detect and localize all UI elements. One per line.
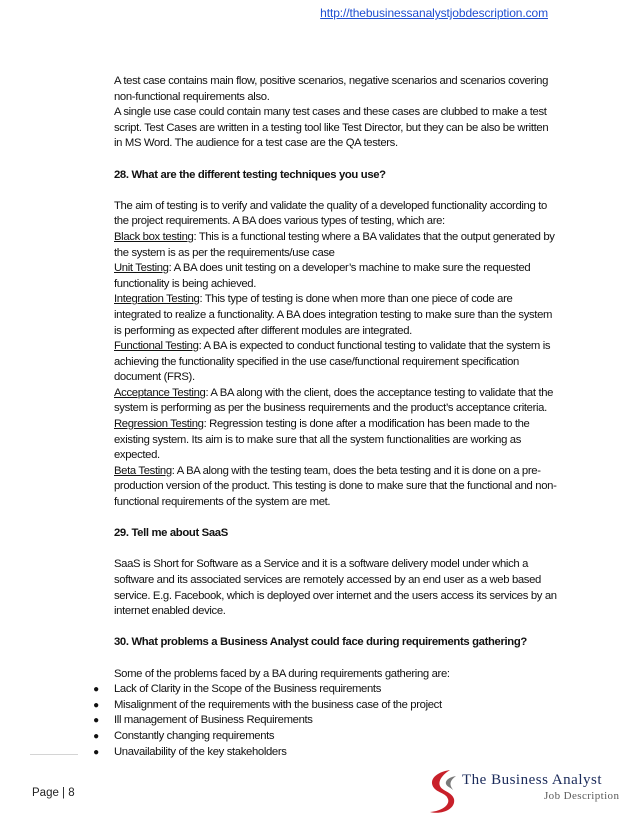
- bullet-icon: ●: [93, 699, 99, 711]
- question-28-heading: 28. What are the different testing techniques you use?: [114, 168, 386, 181]
- list-item: [93, 682, 562, 698]
- paragraph-line: functional requirements of the system are met.: [114, 496, 331, 509]
- integration-testing-item: [114, 292, 562, 308]
- logo-swoosh-icon: [420, 766, 464, 816]
- question-30-heading: 30. What problems a Business Analyst could face during requirements gathering?: [114, 636, 527, 649]
- intro-line: non-functional requirements also.: [114, 90, 270, 103]
- document-body: [93, 74, 562, 760]
- list-item: [93, 745, 562, 761]
- item-text: : A BA along with the client, does the acceptance testing to validate that the: [205, 386, 554, 399]
- unit-testing-title: Unit Testing: [114, 262, 169, 275]
- beta-testing-title: Beta Testing: [114, 464, 172, 477]
- question-29-heading: 29. Tell me about SaaS: [114, 527, 228, 540]
- list-item: [93, 713, 562, 729]
- paragraph-line: is performing as expected after different modules are integrated.: [114, 324, 412, 337]
- intro-line: A single use case could contain many test cases and these cases are clubbed to make a test: [114, 106, 547, 119]
- page-number: Page | 8: [32, 787, 75, 799]
- intro-line: script. Test Cases are written in a testing tool like Test Director, but they can be also be written: [114, 121, 549, 134]
- paragraph-line: SaaS is Short for Software as a Service and it is a software delivery model under which a: [114, 558, 529, 571]
- list-item-text: Ill management of Business Requirements: [114, 714, 313, 727]
- regression-testing-item: [114, 417, 562, 433]
- brand-logo: [420, 766, 630, 816]
- paragraph-line: the project requirements. A BA does various types of testing, which are:: [114, 215, 445, 228]
- problems-list: [93, 682, 562, 760]
- list-item-text: Constantly changing requirements: [114, 729, 275, 742]
- paragraph-line: document (FRS).: [114, 371, 195, 384]
- bullet-icon: ●: [93, 746, 99, 758]
- black-box-testing-title: Black box testing: [114, 230, 194, 243]
- item-text: : A BA is expected to conduct functional testing to validate that the system is: [198, 340, 551, 353]
- integration-testing-title: Integration Testing: [114, 293, 200, 306]
- intro-line: in MS Word. The audience for a test case are the QA testers.: [114, 137, 398, 150]
- paragraph-line: integrated to realize a functionality. A BA does integration testing to make sure than the system: [114, 308, 553, 321]
- functional-testing-title: Functional Testing: [114, 340, 199, 353]
- list-item-text: Misalignment of the requirements with the business case of the project: [114, 698, 442, 711]
- list-item-text: Lack of Clarity in the Scope of the Business requirements: [114, 683, 382, 696]
- paragraph-line: The aim of testing is to verify and validate the quality of a developed functionality according to: [114, 199, 547, 212]
- regression-testing-title: Regression Testing: [114, 418, 204, 431]
- paragraph-line: software and its associated services are remotely accessed by an end user as a web based: [114, 574, 541, 586]
- list-item-text: Unavailability of the key stakeholders: [114, 745, 287, 758]
- item-text: : This is a functional testing where a BA validates that the output generated by: [193, 230, 555, 243]
- list-item: [93, 698, 562, 714]
- logo-subtitle: Job Description: [544, 790, 620, 802]
- paragraph-line: production version of the product. This testing is done to make sure that the functional and non-: [114, 480, 557, 493]
- item-text: : Regression testing is done after a modification has been made to the: [203, 418, 530, 431]
- acceptance-testing-title: Acceptance Testing: [114, 386, 206, 399]
- functional-testing-item: [114, 339, 562, 355]
- paragraph-line: Some of the problems faced by a BA during requirements gathering are:: [114, 667, 450, 680]
- beta-testing-item: [114, 464, 562, 480]
- bullet-icon: ●: [93, 715, 99, 727]
- black-box-testing-item: [114, 230, 562, 246]
- bullet-icon: ●: [93, 684, 99, 696]
- header-url-link[interactable]: http://thebusinessanalystjobdescription.com: [320, 6, 548, 20]
- paragraph-line: achieving the functionality specified in the use case/functional requirement specification: [114, 355, 519, 368]
- item-text: : This type of testing is done when more than one piece of code are: [199, 293, 513, 306]
- paragraph-line: existing system. Its aim is to make sure that all the system functionalities are working as: [114, 433, 522, 446]
- bullet-icon: ●: [93, 730, 99, 742]
- logo-title: The Business Analyst: [462, 772, 602, 788]
- paragraph-line: internet enabled device.: [114, 605, 226, 618]
- paragraph-line: service. E.g. Facebook, which is deployed over internet and the users access its services by an: [114, 589, 557, 602]
- paragraph-line: expected.: [114, 449, 160, 462]
- unit-testing-item: [114, 261, 562, 277]
- acceptance-testing-item: [114, 386, 562, 402]
- paragraph-line: functionality is being achieved.: [114, 277, 257, 290]
- footer-divider: [30, 754, 78, 755]
- paragraph-line: the system is as per the requirements/use case: [114, 246, 335, 259]
- item-text: : A BA does unit testing on a developer’s machine to make sure the requested: [168, 262, 531, 275]
- item-text: : A BA along with the testing team, does the beta testing and it is done on a pre-: [171, 464, 541, 477]
- intro-line: A test case contains main flow, positive scenarios, negative scenarios and scenarios covering: [114, 75, 549, 87]
- paragraph-line: system is performing as per the business requirements and the product’s acceptance criteria.: [114, 402, 547, 415]
- list-item: [93, 729, 562, 745]
